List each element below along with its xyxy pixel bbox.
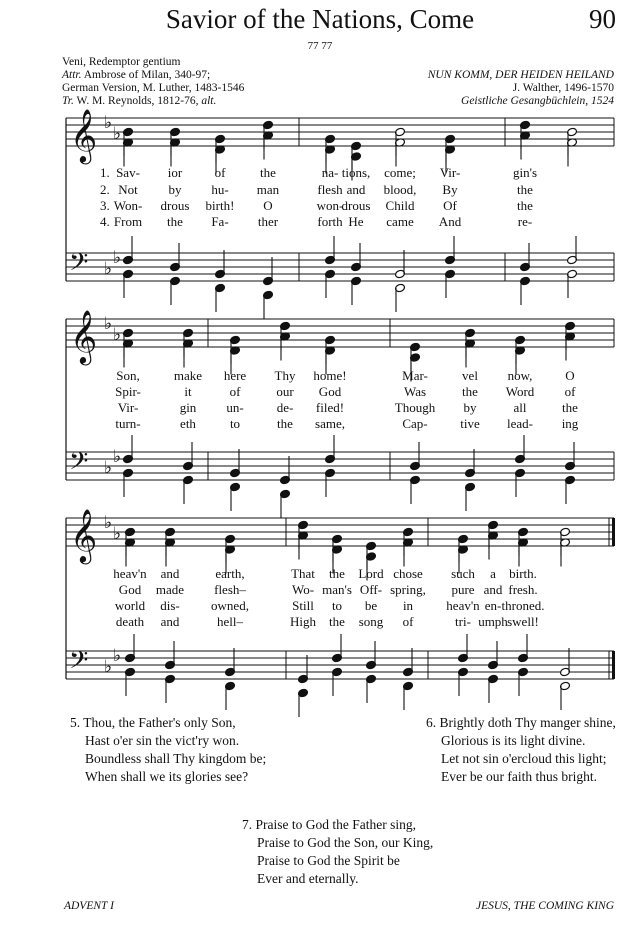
composer: J. Walther, 1496-1570	[512, 82, 614, 94]
lyric-syllable: From	[113, 214, 143, 229]
credit-label: Tr.	[62, 95, 74, 107]
treble-clef-icon: 𝄞	[70, 309, 98, 363]
lyric-syllable: By	[442, 182, 458, 197]
final-barline	[612, 518, 615, 546]
credit-text: Veni, Redemptor gentium	[62, 56, 181, 68]
lyric-syllable: ther	[257, 214, 279, 229]
lyric-syllable: the	[517, 182, 533, 197]
credit-extra: alt.	[201, 95, 217, 107]
lyric-syllable: and	[346, 182, 366, 197]
lyric-syllable: eth	[180, 416, 196, 431]
lyric-syllable: make	[173, 368, 203, 383]
lyric-syllable: man	[256, 182, 280, 197]
lyric-syllable: Wo-	[291, 582, 315, 597]
lyric-syllable: Lord	[358, 566, 384, 581]
lyric-syllable: drous	[160, 198, 190, 213]
lyric-syllable: ior	[167, 165, 183, 180]
lyric-syllable: Of	[443, 198, 457, 213]
lyric-syllable: throned.	[501, 598, 545, 613]
lyric-syllable: such	[451, 566, 475, 581]
lyric-syllable: won-	[316, 198, 344, 213]
credit-text: W. M. Reynolds, 1812-76,	[76, 95, 199, 107]
lyric-syllable: He	[348, 214, 364, 229]
lyric-syllable: na-	[321, 165, 339, 180]
flat-icon: ♭	[104, 513, 113, 533]
bass-clef-icon: 𝄢	[69, 447, 89, 482]
lyric-syllable: filed!	[315, 400, 345, 415]
lyric-syllable: ing	[561, 416, 579, 431]
lyric-syllable: Off-	[359, 582, 383, 597]
credit-text: Ambrose of Milan, 340-97;	[83, 69, 211, 81]
lyric-syllable: the	[329, 566, 345, 581]
lyric-syllable: Not	[118, 182, 138, 197]
lyric-syllable: O	[565, 368, 575, 383]
lyric-syllable: pure	[451, 582, 475, 597]
lyric-syllable: spring,	[390, 582, 426, 597]
lyric-syllable: to	[331, 598, 343, 613]
tune-name: NUN KOMM, DER HEIDEN HEILAND	[427, 69, 614, 81]
lyric-syllable: hu-	[211, 182, 229, 197]
lyric-syllable: in	[402, 598, 414, 613]
lyric-syllable: came	[386, 214, 414, 229]
lyric-syllable: and	[483, 582, 503, 597]
lyric-syllable: a	[490, 566, 496, 581]
treble-clef-icon: 𝄞	[70, 108, 98, 162]
lyric-syllable: forth	[317, 214, 343, 229]
lyric-syllable: man's	[322, 582, 352, 597]
lyric-syllable: fresh.	[508, 582, 538, 597]
lyric-syllable: swell!	[507, 614, 539, 629]
verse-number: 2.	[100, 182, 110, 197]
lyric-syllable: gin's	[512, 165, 538, 180]
stanza-line: Boundless shall Thy kingdom be;	[85, 751, 267, 766]
lyric-syllable: un-	[226, 400, 244, 415]
lyric-syllable: Vir-	[439, 165, 461, 180]
lyric-syllable: Fa-	[211, 214, 229, 229]
verse-number: 4.	[100, 214, 110, 229]
stanza-line: When shall we its glories see?	[85, 769, 249, 784]
lyric-syllable: it	[184, 384, 192, 399]
lyric-syllable: re-	[517, 214, 533, 229]
stanza-line: 6. Brightly doth Thy manger shine,	[426, 715, 616, 730]
flat-icon: ♭	[104, 657, 113, 677]
lyric-syllable: O	[263, 198, 273, 213]
page-title: Savior of the Nations, Come	[165, 4, 475, 34]
lyric-syllable: of	[402, 614, 414, 629]
lyric-syllable: heav'n	[113, 566, 147, 581]
lyric-syllable: earth,	[215, 566, 245, 581]
lyric-syllable: the	[329, 614, 345, 629]
lyric-syllable: to	[229, 416, 241, 431]
lyric-syllable: owned,	[211, 598, 249, 613]
lyric-syllable: blood,	[383, 182, 417, 197]
stanza-line: Praise to God the Spirit be	[257, 853, 400, 868]
footer-left: ADVENT I	[64, 900, 114, 912]
source: Geistliche Gesangbüchlein, 1524	[461, 95, 614, 107]
lyric-syllable: heav'n	[446, 598, 480, 613]
lyric-syllable: Child	[385, 198, 415, 213]
lyric-syllable: birth.	[509, 566, 537, 581]
lyric-syllable: our	[276, 384, 294, 399]
flat-icon: ♭	[113, 248, 122, 268]
lyric-syllable: the	[462, 384, 478, 399]
lyric-syllable: and	[160, 614, 180, 629]
lyric-syllable: Cap-	[402, 416, 428, 431]
lyric-syllable: Thy	[274, 368, 296, 383]
lyric-syllable: the	[517, 198, 533, 213]
lyric-syllable: of	[214, 165, 226, 180]
lyric-syllable: by	[168, 182, 182, 197]
stanza-5	[70, 714, 266, 786]
lyric-syllable: world	[114, 598, 146, 613]
lyric-syllable: God	[118, 582, 142, 597]
verse-number: 3.	[100, 198, 110, 213]
lyric-syllable: home!	[313, 368, 347, 383]
lyric-syllable: de-	[276, 400, 294, 415]
lyric-syllable: Though	[394, 400, 436, 415]
lyric-syllable: lead-	[507, 416, 533, 431]
lyric-syllable: And	[438, 214, 462, 229]
lyric-syllable: tri-	[455, 614, 471, 629]
lyric-syllable: Was	[403, 384, 427, 399]
credit-label: Attr.	[62, 69, 82, 81]
flat-icon: ♭	[104, 314, 113, 334]
lyric-syllable: flesh	[317, 182, 343, 197]
lyric-syllable: same,	[315, 416, 345, 431]
lyric-syllable: That	[291, 566, 315, 581]
stanza-line: Praise to God the Son, our King,	[257, 835, 434, 850]
bass-clef-icon: 𝄢	[69, 248, 89, 283]
flat-icon: ♭	[113, 447, 122, 467]
lyric-syllable: of	[229, 384, 241, 399]
lyric-syllable: Sav-	[116, 165, 140, 180]
bass-clef-icon: 𝄢	[69, 646, 89, 681]
lyric-syllable: umph	[478, 614, 508, 629]
stanza-line: Let not sin o'ercloud this light;	[441, 751, 607, 766]
treble-clef-icon: 𝄞	[70, 508, 98, 562]
lyric-syllable: gin	[179, 400, 197, 415]
flat-icon: ♭	[104, 113, 113, 133]
stanza-line: Ever be our faith thus bright.	[441, 769, 597, 784]
lyric-syllable: the	[260, 165, 276, 180]
flat-icon: ♭	[104, 458, 113, 478]
lyric-syllable: vel	[462, 368, 478, 383]
flat-icon: ♭	[113, 524, 122, 544]
lyric-syllable: song	[358, 614, 384, 629]
stanza-line: Hast o'er sin the vict'ry won.	[85, 733, 240, 748]
stanza-line: 5. Thou, the Father's only Son,	[70, 715, 236, 730]
lyric-syllable: all	[513, 400, 527, 415]
flat-icon: ♭	[104, 259, 113, 279]
lyric-syllable: tions,	[341, 165, 371, 180]
lyric-syllable: Spir-	[115, 384, 141, 399]
stanza-line: Glorious is its light divine.	[441, 733, 586, 748]
lyric-syllable: turn-	[115, 416, 141, 431]
stanza-line: Ever and eternally.	[257, 871, 359, 886]
lyric-syllable: death	[115, 614, 145, 629]
lyric-syllable: High	[290, 614, 316, 629]
flat-icon: ♭	[113, 646, 122, 666]
lyric-syllable: Still	[292, 598, 314, 613]
credit-text: German Version, M. Luther, 1483-1546	[62, 82, 245, 94]
lyric-syllable: of	[564, 384, 576, 399]
lyric-syllable: the	[167, 214, 183, 229]
lyric-syllable: now,	[507, 368, 533, 383]
footer-right: JESUS, THE COMING KING	[476, 900, 614, 912]
final-barline	[612, 651, 615, 679]
lyric-syllable: by	[463, 400, 477, 415]
stanza-line: 7. Praise to God the Father sing,	[242, 817, 416, 832]
lyric-syllable: tive	[460, 416, 480, 431]
lyric-syllable: Son,	[116, 368, 140, 383]
lyric-syllable: hell–	[217, 614, 243, 629]
lyric-syllable: flesh–	[214, 582, 246, 597]
lyric-syllable: be	[364, 598, 378, 613]
flat-icon: ♭	[113, 325, 122, 345]
lyric-syllable: come;	[384, 165, 416, 180]
lyric-syllable: and	[160, 566, 180, 581]
meter-label: 77 77	[307, 40, 333, 52]
stanza-6	[426, 714, 616, 786]
lyric-syllable: Mar-	[402, 368, 428, 383]
lyric-syllable: made	[155, 582, 185, 597]
flat-icon: ♭	[113, 124, 122, 144]
lyric-syllable: birth!	[205, 198, 235, 213]
lyric-syllable: en-	[484, 598, 502, 613]
lyric-syllable: the	[277, 416, 293, 431]
lyric-syllable: Won-	[113, 198, 143, 213]
lyric-syllable: God	[318, 384, 342, 399]
lyric-syllable: the	[562, 400, 578, 415]
lyric-syllable: Vir-	[117, 400, 139, 415]
stanza-7	[242, 816, 433, 888]
hymn-number: 90	[589, 4, 616, 34]
lyric-syllable: drous	[341, 198, 371, 213]
lyric-syllable: dis-	[160, 598, 180, 613]
lyric-syllable: here	[223, 368, 247, 383]
verse-number: 1.	[100, 165, 110, 180]
lyric-syllable: Word	[505, 384, 535, 399]
lyric-syllable: chose	[393, 566, 423, 581]
